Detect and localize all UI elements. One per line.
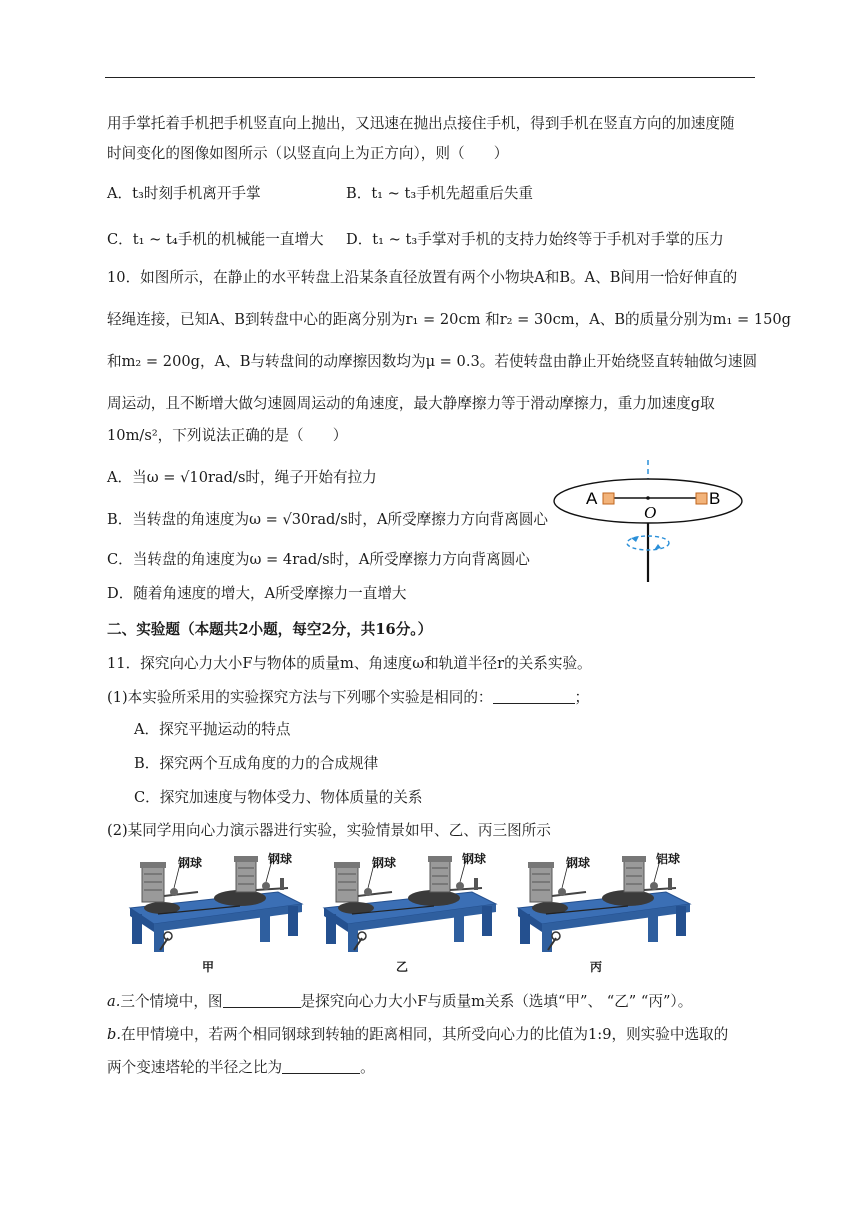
q9-option-a: A．t₃时刻手机离开手掌 — [107, 185, 261, 202]
q11-option-c: C．探究加速度与物体受力、物体质量的关系 — [134, 789, 423, 806]
q11-part1-text: (1)本实验所采用的实验探究方法与下列哪个实验是相同的： — [107, 689, 493, 706]
q11-b-end: 。 — [360, 1059, 375, 1076]
q10-text-line2: 轻绳连接，已知A、B到转盘中心的距离分别为r₁ = 20cm 和r₂ = 30cm，A、B的质量分别为m₁ = 150g — [107, 311, 792, 328]
q10-option-a: A．当ω = √10rad/s时，绳子开始有拉力 — [107, 469, 377, 486]
q10-text-line5: 10m/s²，下列说法正确的是（ ） — [107, 427, 348, 444]
answer-blank-1[interactable] — [493, 689, 575, 704]
q10-option-c: C．当转盘的角速度为ω = 4rad/s时，A所受摩擦力方向背离圆心 — [107, 551, 530, 568]
block-a — [603, 493, 614, 504]
q11-a-text: 三个情境中，图 — [120, 993, 223, 1010]
q11-part2: (2)某同学用向心力演示器进行实验，实验情景如甲、乙、丙三图所示 — [107, 822, 551, 839]
section-heading: 二、实验题（本题共2小题，每空2分，共16分。） — [107, 621, 433, 638]
right-ball-label: 钢球 — [268, 852, 293, 866]
q9-text-line1: 用手掌托着手机把手机竖直向上抛出，又迅速在抛出点接住手机，得到手机在竖直方向的加速度随 — [107, 115, 735, 132]
q11-a-text-end: 是探究向心力大小F与质量m关系（选填“甲”、 “乙” “丙”）。 — [300, 993, 693, 1010]
q11-part2-a — [107, 992, 692, 1012]
label-b: B — [709, 489, 721, 508]
left-ball-label: 钢球 — [372, 856, 397, 870]
label-a: A — [586, 489, 598, 508]
q11-part2-b-line2 — [107, 1058, 375, 1078]
q11-option-b: B．探究两个互成角度的力的合成规律 — [134, 755, 379, 772]
q10-text-line4: 周运动，且不断增大做匀速圆周运动的角速度，最大静摩擦力等于滑动摩擦力，重力加速度g取 — [107, 395, 715, 412]
q10-option-d: D．随着角速度的增大，A所受摩擦力一直增大 — [107, 585, 407, 602]
q10-text-line3: 和m₂ = 200g，A、B与转盘间的动摩擦因数均为μ = 0.3。若使转盘由静止开始绕竖直转轴做匀速圆 — [107, 353, 758, 370]
left-ball-label: 钢球 — [566, 856, 591, 870]
right-ball-label: 铝球 — [656, 852, 681, 866]
answer-blank-2[interactable] — [223, 993, 301, 1008]
q11-option-a: A．探究平抛运动的特点 — [134, 721, 291, 738]
q9-option-c: C．t₁ ~ t₄手机的机械能一直增大 — [107, 231, 324, 248]
right-ball-label: 钢球 — [462, 852, 487, 866]
left-ball-label: 钢球 — [178, 856, 203, 870]
turntable-figure — [548, 456, 758, 586]
block-b — [696, 493, 707, 504]
q11-b-text: 在甲情境中，若两个相同钢球到转轴的距离相同，其所受向心力的比值为1:9，则实验中选取的 — [120, 1026, 729, 1043]
q10-text-line1: 10．如图所示，在静止的水平转盘上沿某条直径放置有两个小物块A和B。A、B间用一恰好伸直的 — [107, 269, 738, 286]
q10-option-b: B．当转盘的角速度为ω = √30rad/s时，A所受摩擦力方向背离圆心 — [107, 511, 549, 528]
q11-part2-b — [107, 1025, 728, 1045]
q11-stem: 11．探究向心力大小F与物体的质量m、角速度ω和轨道半径r的关系实验。 — [107, 655, 592, 672]
q11-part1 — [107, 688, 589, 708]
figure-caption: 甲 — [202, 960, 215, 974]
apparatus-figure — [322, 850, 502, 978]
q11-part1-end: ； — [574, 689, 590, 706]
figure-caption: 乙 — [396, 960, 409, 974]
q11-b-label: b. — [107, 1026, 121, 1043]
apparatus-figure — [128, 850, 308, 978]
header-rule — [105, 77, 755, 78]
answer-blank-3[interactable] — [282, 1059, 360, 1074]
q11-b-line2-text: 两个变速塔轮的半径之比为 — [107, 1059, 283, 1076]
label-o: O — [644, 503, 657, 522]
figure-caption: 丙 — [590, 960, 603, 974]
apparatus-figure — [516, 850, 696, 978]
q9-option-d: D．t₁ ~ t₃手掌对手机的支持力始终等于手机对手掌的压力 — [346, 231, 724, 248]
q11-a-label: a. — [107, 993, 121, 1010]
q9-text-line2: 时间变化的图像如图所示（以竖直向上为正方向），则（ ） — [107, 145, 509, 162]
q9-option-b: B．t₁ ~ t₃手机先超重后失重 — [346, 185, 534, 202]
